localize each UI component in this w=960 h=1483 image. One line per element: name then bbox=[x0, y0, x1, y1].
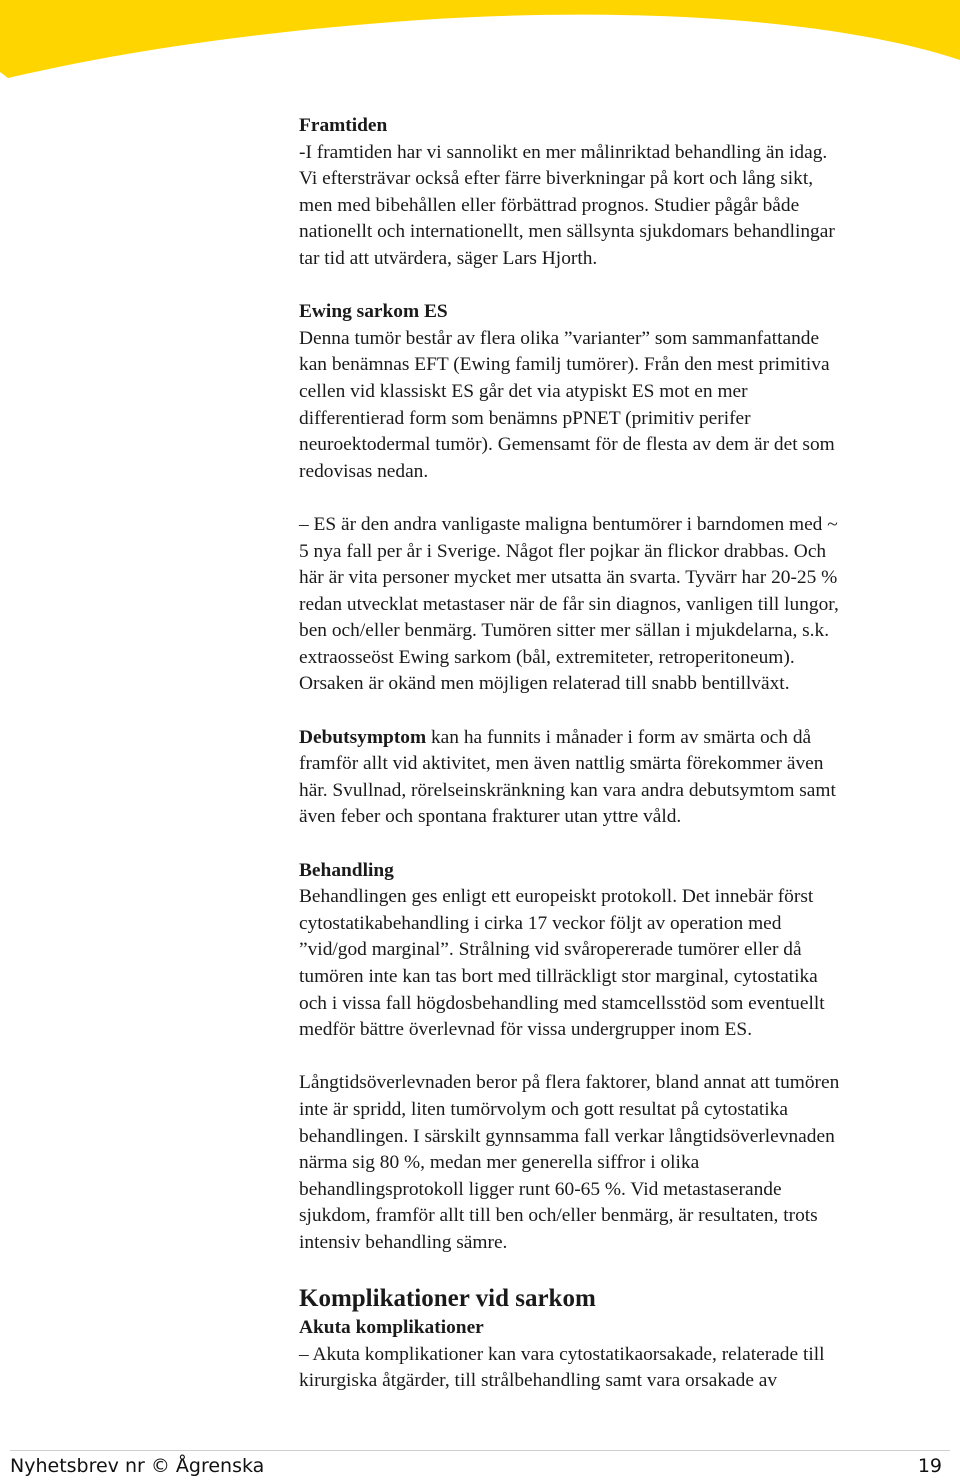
text-line: redan utvecklat metastaser när de får sin diagnos, vanligen till lungor, bbox=[299, 593, 839, 615]
heading-behandling: Behandling bbox=[299, 859, 394, 881]
section-debutsymptom bbox=[299, 725, 944, 831]
text-line: här. Svullnad, rörelseinskränkning kan vara andra debutsymtom samt bbox=[299, 779, 836, 801]
text-line: ben och/eller benmärg. Tumören sitter mer sällan i mjukdelarna, s.k. bbox=[299, 620, 830, 642]
text-line: tumören inte kan tas bort med tillräckligt stor marginal, cytostatika bbox=[299, 966, 818, 987]
section-framtiden bbox=[299, 113, 944, 273]
text-line: intensiv behandling sämre. bbox=[299, 1231, 508, 1253]
section-overlevnad bbox=[299, 1070, 944, 1256]
text-line: Denna tumör består av flera olika ”varianter” som sammanfattande bbox=[299, 327, 820, 349]
text-line: 5 nya fall per år i Sverige. Något fler pojkar än flickor drabbas. Och bbox=[299, 540, 827, 562]
text-line: och i vissa fall högdosbehandling med stamcellsstöd som eventuellt bbox=[299, 992, 825, 1014]
yellow-swoosh-banner bbox=[0, 0, 960, 80]
text-line: nationellt och internationellt, men sällsynta sjukdomars behandlingar bbox=[299, 221, 835, 243]
text-line: framför allt vid aktivitet, men även nattlig smärta förekommer även bbox=[299, 753, 824, 775]
text-line: Behandlingen ges enligt ett europeiskt protokoll. Det innebär först bbox=[299, 886, 814, 908]
text-line: ”vid/god marginal”. Strålning vid svåropererade tumörer eller då bbox=[299, 939, 802, 961]
lead-debutsymptom: Debutsymptom bbox=[299, 726, 427, 748]
text-line: differentierad form som benämns pPNET (primitiv perifer bbox=[299, 407, 751, 429]
text-line: kan benämnas EFT (Ewing familj tumörer). Från den mest primitiva bbox=[299, 354, 830, 376]
section-ewing-sarkom bbox=[299, 299, 944, 485]
text-line: cellen vid klassiskt ES går det via atypiskt ES mot en mer bbox=[299, 380, 748, 402]
text-line: Långtidsöverlevnaden beror på flera faktorer, bland annat att tumören bbox=[299, 1072, 840, 1094]
text-line: även feber och spontana frakturer utan yttre våld. bbox=[299, 806, 682, 828]
text-line-first bbox=[299, 725, 944, 752]
text-run: kan ha funnits i månader i form av smärta och då bbox=[426, 726, 812, 748]
text-line: men med bibehållen eller förbättrad prognos. Studier pågår både bbox=[299, 194, 800, 216]
text-line: Orsaken är okänd men möjligen relaterad till snabb bentillväxt. bbox=[299, 673, 790, 695]
text-line: – Akuta komplikationer kan vara cytostatikaorsakade, relaterade till bbox=[299, 1343, 825, 1365]
heading-framtiden: Framtiden bbox=[299, 115, 388, 136]
text-line: inte är spridd, liten tumörvolym och gott resultat på cytostatika bbox=[299, 1098, 788, 1120]
text-line: extraosseöst Ewing sarkom (bål, extremiteter, retroperitoneum). bbox=[299, 646, 795, 668]
banner-shape bbox=[0, 0, 960, 78]
heading-akuta-komplikationer: Akuta komplikationer bbox=[299, 1317, 484, 1339]
section-akuta-komplikationer bbox=[299, 1315, 944, 1395]
text-line: redovisas nedan. bbox=[299, 460, 429, 482]
text-line: här är vita personer mycket mer utsatta än svarta. Tyvärr har 20-25 % bbox=[299, 567, 838, 589]
text-line: tar tid att utvärdera, säger Lars Hjorth. bbox=[299, 247, 598, 269]
text-line: neuroektodermal tumör). Gemensamt för de flesta av dem är det som bbox=[299, 434, 835, 456]
text-line: -I framtiden har vi sannolikt en mer målinriktad behandling än idag. bbox=[299, 141, 828, 163]
section-es-facts bbox=[299, 512, 944, 698]
footer-publication: Nyhetsbrev nr © Ågrenska bbox=[10, 1455, 265, 1477]
page-footer bbox=[10, 1455, 950, 1483]
heading-komplikationer: Komplikationer vid sarkom bbox=[299, 1285, 596, 1313]
text-line: närma sig 80 %, medan mer generella siffror i olika bbox=[299, 1152, 700, 1174]
text-line: behandlingsprotokoll ligger runt 60-65 %. Vid metastaserande bbox=[299, 1178, 782, 1200]
page-number: 19 bbox=[917, 1455, 942, 1477]
text-line: Vi eftersträvar också efter färre biverkningar på kort och lång sikt, bbox=[299, 168, 814, 190]
text-line: behandlingen. I särskilt gynnsamma fall verkar långtidsöverlevnaden bbox=[299, 1125, 835, 1147]
text-line: sjukdom, framför allt till ben och/eller benmärg, är resultaten, trots bbox=[299, 1205, 818, 1227]
text-line: – ES är den andra vanligaste maligna bentumörer i barndomen med ~ bbox=[299, 513, 838, 535]
section-behandling bbox=[299, 858, 944, 1044]
text-line: medför bättre överlevnad för vissa undergrupper inom ES. bbox=[299, 1019, 753, 1041]
text-line: cytostatikabehandling i cirka 17 veckor följt av operation med bbox=[299, 912, 782, 934]
footer-divider bbox=[10, 1450, 950, 1451]
text-line: kirurgiska åtgärder, till strålbehandling samt vara orsakade av bbox=[299, 1370, 778, 1392]
heading-ewing-sarkom: Ewing sarkom ES bbox=[299, 301, 448, 323]
article-body bbox=[299, 113, 944, 1395]
